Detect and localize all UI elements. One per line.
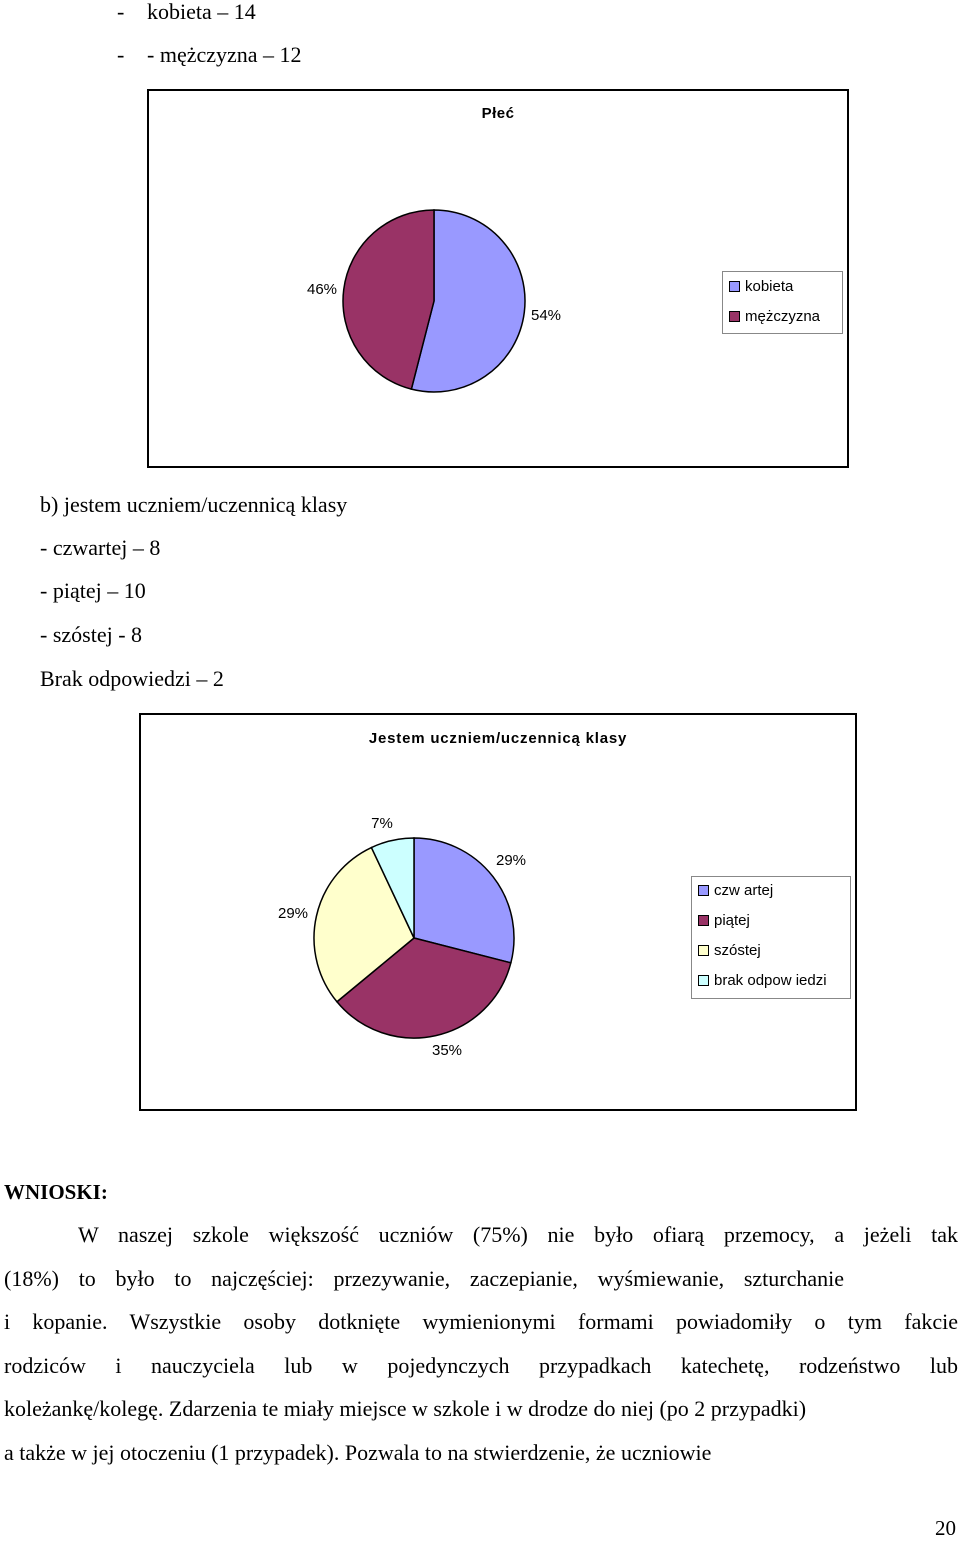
legend-swatch: [698, 885, 709, 896]
legend-label: brak odpow iedzi: [714, 972, 827, 989]
pie-data-label: 54%: [530, 307, 562, 324]
pie-data-label: 29%: [495, 852, 527, 869]
legend-item-szostej: [698, 942, 761, 959]
chart-legend: [722, 271, 843, 334]
conclusions-line: i kopanie. Wszystkie osoby dotknięte wymienionymi formami powiadomiły o tym fakcie: [4, 1309, 958, 1334]
chart-title: Płeć: [481, 105, 515, 122]
class-pie-chart: [139, 713, 857, 1111]
conclusions-line: W naszej szkole większość uczniów (75%) nie było ofiarą przemocy, a jeżeli tak: [78, 1222, 958, 1247]
legend-swatch: [729, 311, 740, 322]
legend-label: szóstej: [714, 942, 761, 959]
legend-swatch: [698, 945, 709, 956]
legend-label: kobieta: [745, 278, 794, 295]
pie-data-label: 46%: [306, 281, 338, 298]
section-b-item: - piątej – 10: [40, 578, 146, 603]
legend-label: czw artej: [714, 882, 774, 899]
conclusions-line: (18%) to było to najczęściej: przezywanie, zaczepianie, wyśmiewanie, szturchanie: [4, 1266, 844, 1291]
list-text: - mężczyzna – 12: [147, 42, 302, 67]
legend-item-piatej: [698, 912, 750, 929]
legend-swatch: [729, 281, 740, 292]
pie-data-label: 29%: [277, 905, 309, 922]
section-b-item: Brak odpowiedzi – 2: [40, 666, 224, 691]
conclusions-line: koleżankę/kolegę. Zdarzenia te miały miejsce w szkole i w drodze do niej (po 2 przypadki): [4, 1396, 807, 1421]
section-b-item: - szóstej - 8: [40, 622, 143, 647]
list-item-mezczyzna: [117, 44, 302, 66]
legend-item-kobieta: [729, 278, 793, 295]
legend-swatch: [698, 915, 709, 926]
conclusions-line: rodziców i nauczyciela lub w pojedynczych przypadkach katechetę, rodzeństwo lub: [4, 1353, 958, 1378]
conclusions-line: a także w jej otoczeniu (1 przypadek). Pozwala to na stwierdzenie, że uczniowie: [4, 1440, 712, 1465]
section-b-item: - czwartej – 8: [40, 535, 161, 560]
legend-swatch: [698, 975, 709, 986]
chart-title: Jestem uczniem/uczennicą klasy: [368, 730, 628, 747]
section-b-heading: b) jestem uczniem/uczennicą klasy: [40, 492, 348, 517]
legend-item-mezczyzna: [729, 308, 820, 325]
legend-item-czwartej: [698, 882, 773, 899]
conclusions-heading: WNIOSKI:: [4, 1180, 108, 1204]
pie-data-label: 35%: [431, 1042, 463, 1059]
list-text: kobieta – 14: [147, 0, 256, 24]
page-number: 20: [935, 1516, 956, 1540]
list-item-kobieta: [117, 1, 256, 23]
legend-label: piątej: [714, 912, 750, 929]
gender-pie-chart: [147, 89, 849, 468]
list-dash: -: [117, 0, 125, 24]
legend-label: mężczyzna: [745, 308, 821, 325]
list-dash: -: [117, 42, 125, 67]
pie-data-label: 7%: [371, 815, 393, 832]
legend-item-brak-odpowiedzi: [698, 972, 827, 989]
chart-legend: [691, 876, 851, 999]
